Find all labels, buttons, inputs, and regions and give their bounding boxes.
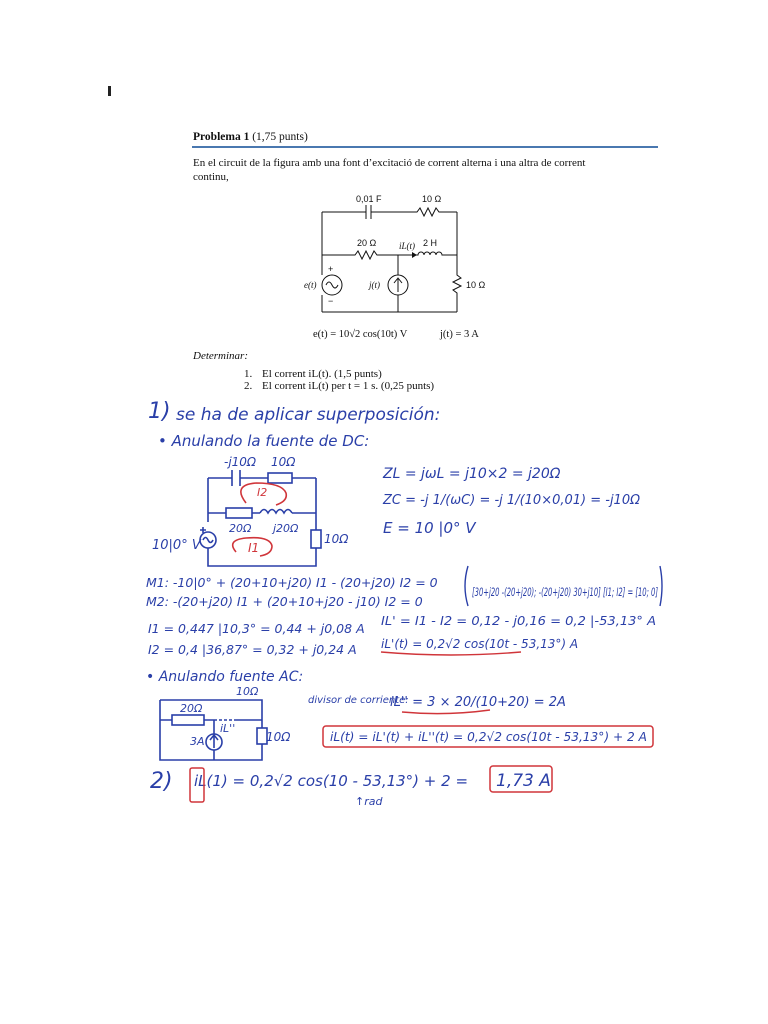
part2-number: 2) <box>150 769 173 794</box>
part1-sub2: • Anulando fuente AC: <box>146 669 304 685</box>
c1-right: 10Ω <box>324 532 349 546</box>
total-eq: iL(t) = iL'(t) + iL''(t) = 0,2√2 cos(10t - 53,13°) + 2 A <box>330 730 647 744</box>
intro-line-2: continu, <box>193 171 229 183</box>
title-rule <box>192 146 658 148</box>
inductor-label: 2 H <box>423 238 438 248</box>
c1-top-right: 10Ω <box>271 455 296 469</box>
divisor-eq: iL'' = 3 × 20/(10+20) = 2A <box>390 695 566 710</box>
c2-source: 3A <box>190 735 205 748</box>
part1-sub: • Anulando la fuente de DC: <box>158 432 370 450</box>
matrix-eq: [30+j20 -(20+j20); -(20+j20) 30+j10] [I1; I2] = [10; 0] <box>472 585 658 599</box>
scan-corner-mark <box>108 86 111 96</box>
zl-eq: ZL = jωL = j10×2 = j20Ω <box>383 466 561 482</box>
part2-eq: iL(1) = 0,2√2 cos(10 - 53,13°) + 2 = <box>194 772 469 790</box>
r-right-label: 10 Ω <box>466 280 486 290</box>
part2-result: 1,73 A <box>496 771 551 791</box>
intro-line-1: En el circuit de la figura amb una font d’excitació de corrent alterna i una altra de corrent <box>193 157 586 169</box>
plus-sign: + <box>328 264 334 274</box>
problem-title: Problema 1 (1,75 punts) <box>193 131 308 143</box>
r-top-label: 10 Ω <box>422 194 442 204</box>
zc-eq: ZC = -j 1/(ωC) = -j 1/(10×0,01) = -j10Ω <box>383 493 641 508</box>
m2-eq: M2: -(20+j20) I1 + (20+10+j20 - j10) I2 = 0 <box>146 594 423 609</box>
task-item-1: 1. El corrent iL(t). (1,5 punts) <box>244 368 382 380</box>
i1-eq: I1 = 0,447 |10,3° = 0,44 + j0,08 A <box>148 621 365 636</box>
il-label: iL(t) <box>399 241 416 251</box>
task-list <box>244 368 434 392</box>
minus-sign: − <box>328 296 334 306</box>
problem-intro <box>193 156 585 184</box>
part2-rad: ↑rad <box>355 795 383 808</box>
c1-source: 10|0° V <box>152 538 201 553</box>
c2-top: 10Ω <box>236 685 259 698</box>
e-formula: e(t) = 10√2 cos(10t) V <box>313 329 408 340</box>
r-mid-label: 20 Ω <box>357 238 377 248</box>
c2-mid: 20Ω <box>180 702 203 715</box>
c1-i1: I1 <box>248 541 260 555</box>
c1-mid-right: j20Ω <box>273 522 299 535</box>
c2-right: 10Ω <box>266 730 291 744</box>
determine-heading: Determinar: <box>193 350 248 362</box>
e-source-label: e(t) <box>304 280 317 290</box>
il-phasor-eq: IL' = I1 - I2 = 0,12 - j0,16 = 0,2 |-53,13° A <box>381 614 656 628</box>
e-eq: E = 10 |0° V <box>383 519 476 537</box>
capacitor-label: 0,01 F <box>356 194 382 204</box>
i2-eq: I2 = 0,4 |36,87° = 0,32 + j0,24 A <box>148 642 357 657</box>
c1-top-left: -j10Ω <box>224 455 257 469</box>
il-time-eq: iL'(t) = 0,2√2 cos(10t - 53,13°) A <box>381 637 579 651</box>
c2-il: iL'' <box>220 722 236 735</box>
part1-number: 1) <box>148 399 171 424</box>
task-item-2: 2. El corrent iL(t) per t = 1 s. (0,25 punts) <box>244 380 435 392</box>
c1-mid-left: 20Ω <box>229 522 252 535</box>
m1-eq: M1: -10|0° + (20+10+j20) I1 - (20+j20) I2 = 0 <box>146 575 438 590</box>
c1-i2: I2 <box>257 486 268 499</box>
divisor-label: divisor de corriente: <box>308 695 409 706</box>
part1-title: se ha de aplicar superposición: <box>176 405 441 425</box>
j-formula: j(t) = 3 A <box>440 329 479 340</box>
j-source-label: j(t) <box>369 280 380 290</box>
